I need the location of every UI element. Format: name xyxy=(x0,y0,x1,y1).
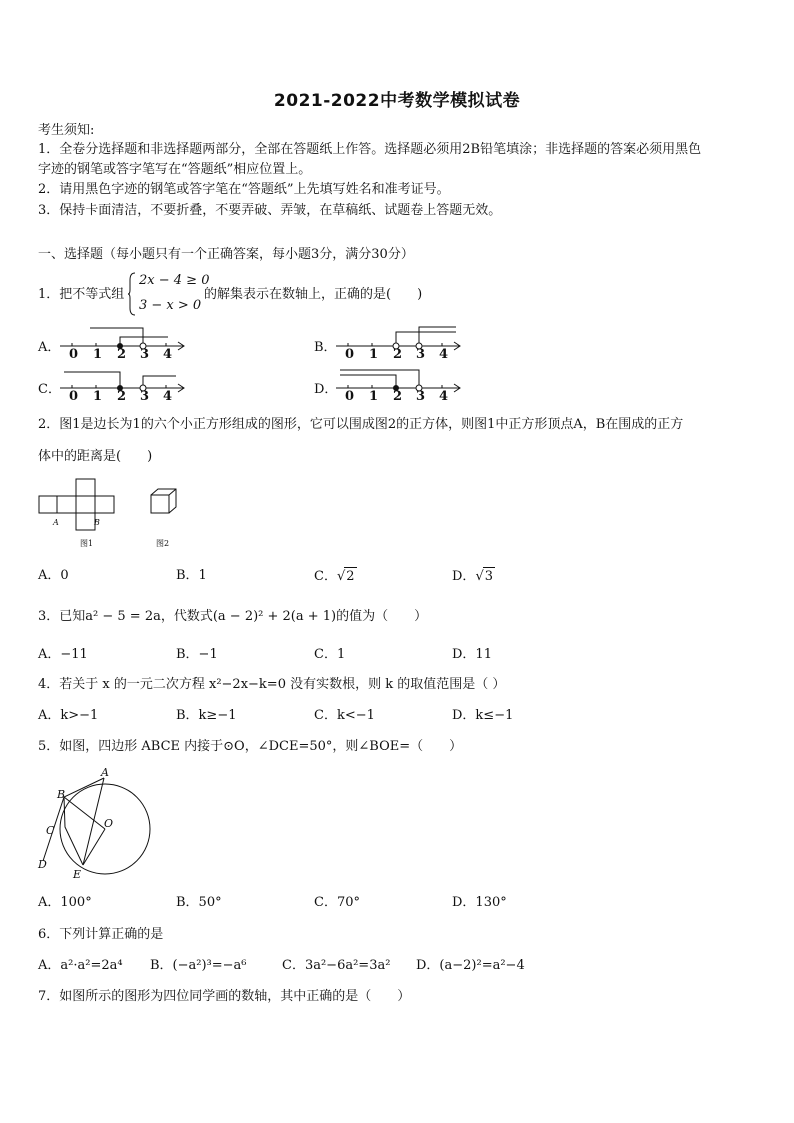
notice-heading: 考生须知: xyxy=(38,123,95,138)
q6-option-b: B．(−a²)³=−a⁶ xyxy=(150,958,247,973)
q1-c-tick-3: 3 xyxy=(140,389,150,404)
q1-option-b: B． xyxy=(314,340,337,355)
q1-d-tick-2: 2 xyxy=(393,389,403,404)
q1-b-tick-0: 0 xyxy=(345,347,355,362)
exam-title: 2021-2022中考数学模拟试卷 xyxy=(273,91,521,111)
q1-b-tick-1: 1 xyxy=(369,347,379,362)
q5-circle-figure xyxy=(34,765,158,875)
q5-option-c: C．70° xyxy=(314,895,360,910)
q2-sqrt-d: √3 xyxy=(475,569,494,584)
q1-b-tick-3: 3 xyxy=(416,347,426,362)
q2-text-line-1: 2．图1是边长为1的六个小正方形组成的图形，它可以围成图2的正方体，则图1中正方形顶点A，B在围成的正方 xyxy=(38,417,684,432)
notice-item-1-cont: 字迹的钢笔或答字笔写在“答题纸”相应位置上。 xyxy=(38,162,312,177)
q2-sqrt-c: √2 xyxy=(336,569,355,584)
q5-point-e: E xyxy=(73,868,82,881)
notice-item-3: 3．保持卡面清洁，不要折叠，不要弄破、弄皱，在草稿纸、试题卷上答题无效。 xyxy=(38,203,502,218)
q2-text-line-2: 体中的距离是( ) xyxy=(38,449,153,464)
q1-c-tick-1: 1 xyxy=(93,389,103,404)
q2-option-a: A．0 xyxy=(38,568,69,583)
q1-c-tick-0: 0 xyxy=(69,389,79,404)
q5-option-b: B．50° xyxy=(176,895,222,910)
q2-figure-1-net xyxy=(38,496,116,532)
q5-text: 5．如图，四边形 ABCE 内接于⊙O，∠DCE=50°，则∠BOE=（ ） xyxy=(38,739,463,754)
q5-point-d: D xyxy=(38,858,47,871)
q2-point-a: A xyxy=(53,518,59,527)
q5-point-a: A xyxy=(101,766,109,779)
q3-option-a: A．−11 xyxy=(38,647,88,662)
q1-c-tick-2: 2 xyxy=(117,389,127,404)
q1-a-tick-3: 3 xyxy=(140,347,150,362)
q3-option-d: D．11 xyxy=(452,647,492,662)
q7-text: 7．如图所示的图形为四位同学画的数轴，其中正确的是（ ） xyxy=(38,989,411,1004)
q1-brace xyxy=(128,272,136,316)
notice-item-1: 1．全卷分选择题和非选择题两部分，全部在答题纸上作答。选择题必须用2B铅笔填涂；非选择题的答案必须用黑色 xyxy=(38,142,702,157)
q1-d-tick-3: 3 xyxy=(416,389,426,404)
q1-prefix: 1．把不等式组 xyxy=(38,287,125,302)
q4-option-d: D．k≤−1 xyxy=(452,708,514,723)
q1-a-tick-1: 1 xyxy=(93,347,103,362)
q5-option-a: A．100° xyxy=(38,895,92,910)
q2-option-b: B．1 xyxy=(176,568,207,583)
q2-radicand-d: 3 xyxy=(484,569,494,584)
q1-c-tick-4: 4 xyxy=(163,389,173,404)
q2-option-c xyxy=(314,567,357,586)
q5-point-b: B xyxy=(57,788,66,801)
q1-option-d: D． xyxy=(314,382,338,397)
q1-inequality-2: 3 − x > 0 xyxy=(139,298,202,313)
q1-option-a: A． xyxy=(38,340,61,355)
q1-b-tick-4: 4 xyxy=(439,347,449,362)
q4-text: 4．若关于 x 的一元二次方程 x²−2x−k=0 没有实数根，则 k 的取值范围是（ ） xyxy=(38,677,506,692)
q3-option-b: B．−1 xyxy=(176,647,218,662)
q6-option-c: C．3a²−6a²=3a² xyxy=(282,958,391,973)
notice-item-2: 2．请用黑色字迹的钢笔或答字笔在“答题纸”上先填写姓名和准考证号。 xyxy=(38,182,450,197)
q2-point-b: B xyxy=(94,518,100,527)
q2-figure-2-cube xyxy=(150,488,180,516)
q6-text: 6．下列计算正确的是 xyxy=(38,927,164,942)
q2-figure-1-caption: 图1 xyxy=(80,539,94,548)
q1-d-tick-1: 1 xyxy=(369,389,379,404)
q5-point-o: O xyxy=(104,817,114,830)
q2-option-d xyxy=(452,567,495,586)
q4-option-b: B．k≥−1 xyxy=(176,708,237,723)
section-heading: 一、选择题（每小题只有一个正确答案，每小题3分，满分30分） xyxy=(38,247,414,262)
q6-option-d: D．(a−2)²=a²−4 xyxy=(416,958,525,973)
q1-a-tick-2: 2 xyxy=(117,347,127,362)
q3-text: 3．已知a² − 5 = 2a，代数式(a − 2)² + 2(a + 1)的值为（ ） xyxy=(38,609,428,624)
q1-inequality-1: 2x − 4 ≥ 0 xyxy=(139,273,210,288)
q1-b-tick-2: 2 xyxy=(393,347,403,362)
q2-radicand-c: 2 xyxy=(346,569,355,584)
q4-option-c: C．k<−1 xyxy=(314,708,375,723)
q1-a-tick-0: 0 xyxy=(69,347,79,362)
q2-figure-2-caption: 图2 xyxy=(156,539,170,548)
q2-option-d-label: D． xyxy=(452,569,476,584)
q1-d-tick-4: 4 xyxy=(439,389,449,404)
q1-suffix: 的解集表示在数轴上，正确的是( ) xyxy=(204,287,423,302)
q3-option-c: C．1 xyxy=(314,647,346,662)
q5-option-d: D．130° xyxy=(452,895,507,910)
q1-option-c: C． xyxy=(38,382,61,397)
q2-option-c-label: C． xyxy=(314,569,337,584)
q5-point-c: C xyxy=(46,824,55,837)
q6-option-a: A．a²·a²=2a⁴ xyxy=(38,958,123,973)
q1-d-tick-0: 0 xyxy=(345,389,355,404)
q4-option-a: A．k>−1 xyxy=(38,708,99,723)
q1-a-tick-4: 4 xyxy=(163,347,173,362)
